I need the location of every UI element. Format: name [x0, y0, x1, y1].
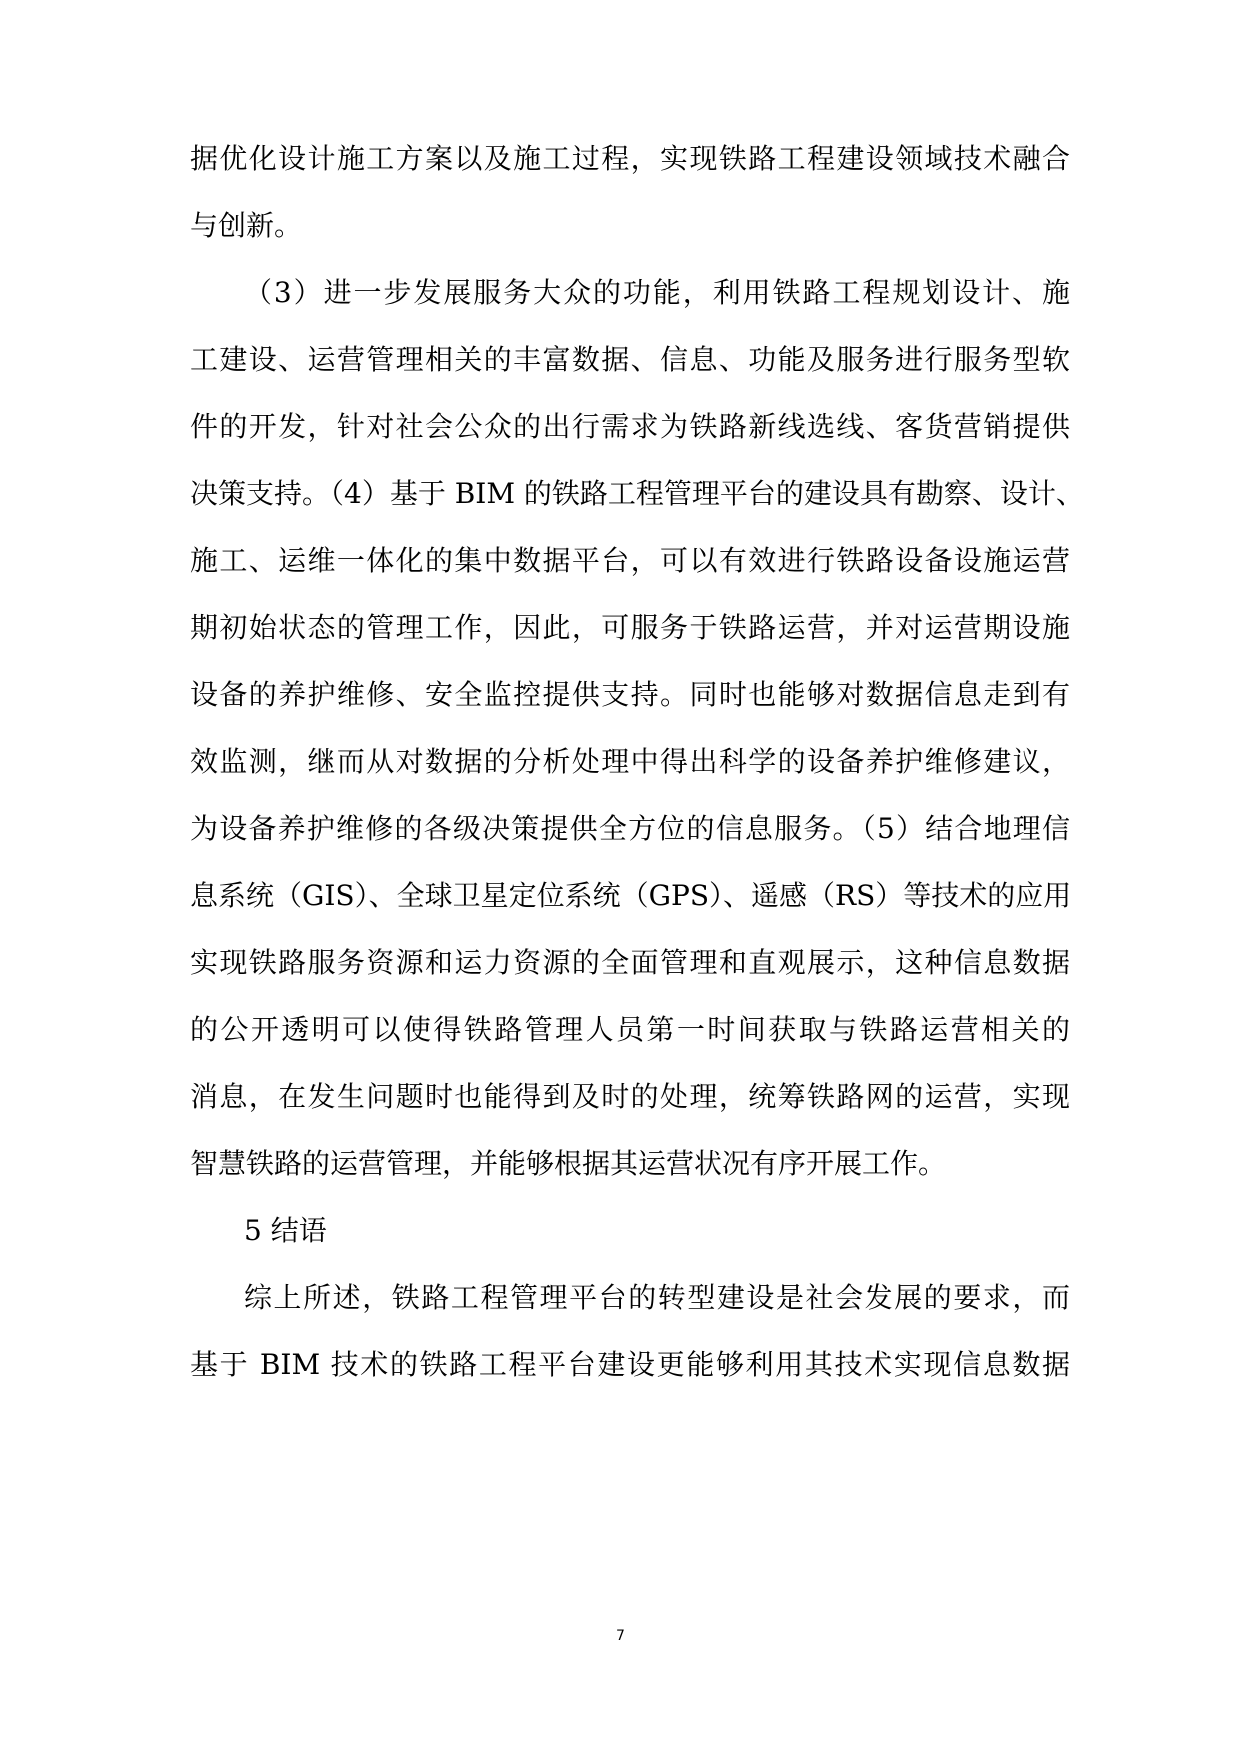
- page-number: 7: [616, 1628, 625, 1644]
- body-line-4: 工建设、运营管理相关的丰富数据、信息、功能及服务进行服务型软: [190, 343, 1070, 376]
- body-line-2: 与创新。: [190, 209, 303, 242]
- body-line-14: 的公开透明可以使得铁路管理人员第一时间获取与铁路运营相关的: [190, 1013, 1070, 1046]
- body-line-19: 基于 BIM 技术的铁路工程平台建设更能够利用其技术实现信息数据: [190, 1348, 1070, 1381]
- body-line-12: 息系统（GIS）、全球卫星定位系统（GPS）、遥感（RS）等技术的应用: [190, 879, 1072, 912]
- body-line-5: 件的开发，针对社会公众的出行需求为铁路新线选线、客货营销提供: [190, 410, 1070, 443]
- body-line-10: 效监测，继而从对数据的分析处理中得出科学的设备养护维修建议，: [190, 745, 1070, 778]
- body-line-7: 施工、运维一体化的集中数据平台，可以有效进行铁路设备设施运营: [190, 544, 1070, 577]
- section-heading: 5 结语: [244, 1214, 327, 1247]
- body-line-9: 设备的养护维修、安全监控提供支持。同时也能够对数据信息走到有: [190, 678, 1070, 711]
- body-line-8: 期初始状态的管理工作，因此，可服务于铁路运营，并对运营期设施: [190, 611, 1070, 644]
- body-line-11: 为设备养护维修的各级决策提供全方位的信息服务。（5）结合地理信: [190, 812, 1070, 845]
- body-line-13: 实现铁路服务资源和运力资源的全面管理和直观展示，这种信息数据: [190, 946, 1070, 979]
- body-line-15: 消息，在发生问题时也能得到及时的处理，统筹铁路网的运营，实现: [190, 1080, 1070, 1113]
- body-line-6: 决策支持。（4）基于 BIM 的铁路工程管理平台的建设具有勘察、设计、: [190, 477, 1084, 510]
- body-line-18: 综上所述，铁路工程管理平台的转型建设是社会发展的要求，而: [244, 1281, 1070, 1314]
- body-line-3: （3）进一步发展服务大众的功能，利用铁路工程规划设计、施: [244, 276, 1070, 309]
- body-line-1: 据优化设计施工方案以及施工过程，实现铁路工程建设领域技术融合: [190, 142, 1070, 175]
- body-line-16: 智慧铁路的运营管理，并能够根据其运营状况有序开展工作。: [190, 1147, 947, 1180]
